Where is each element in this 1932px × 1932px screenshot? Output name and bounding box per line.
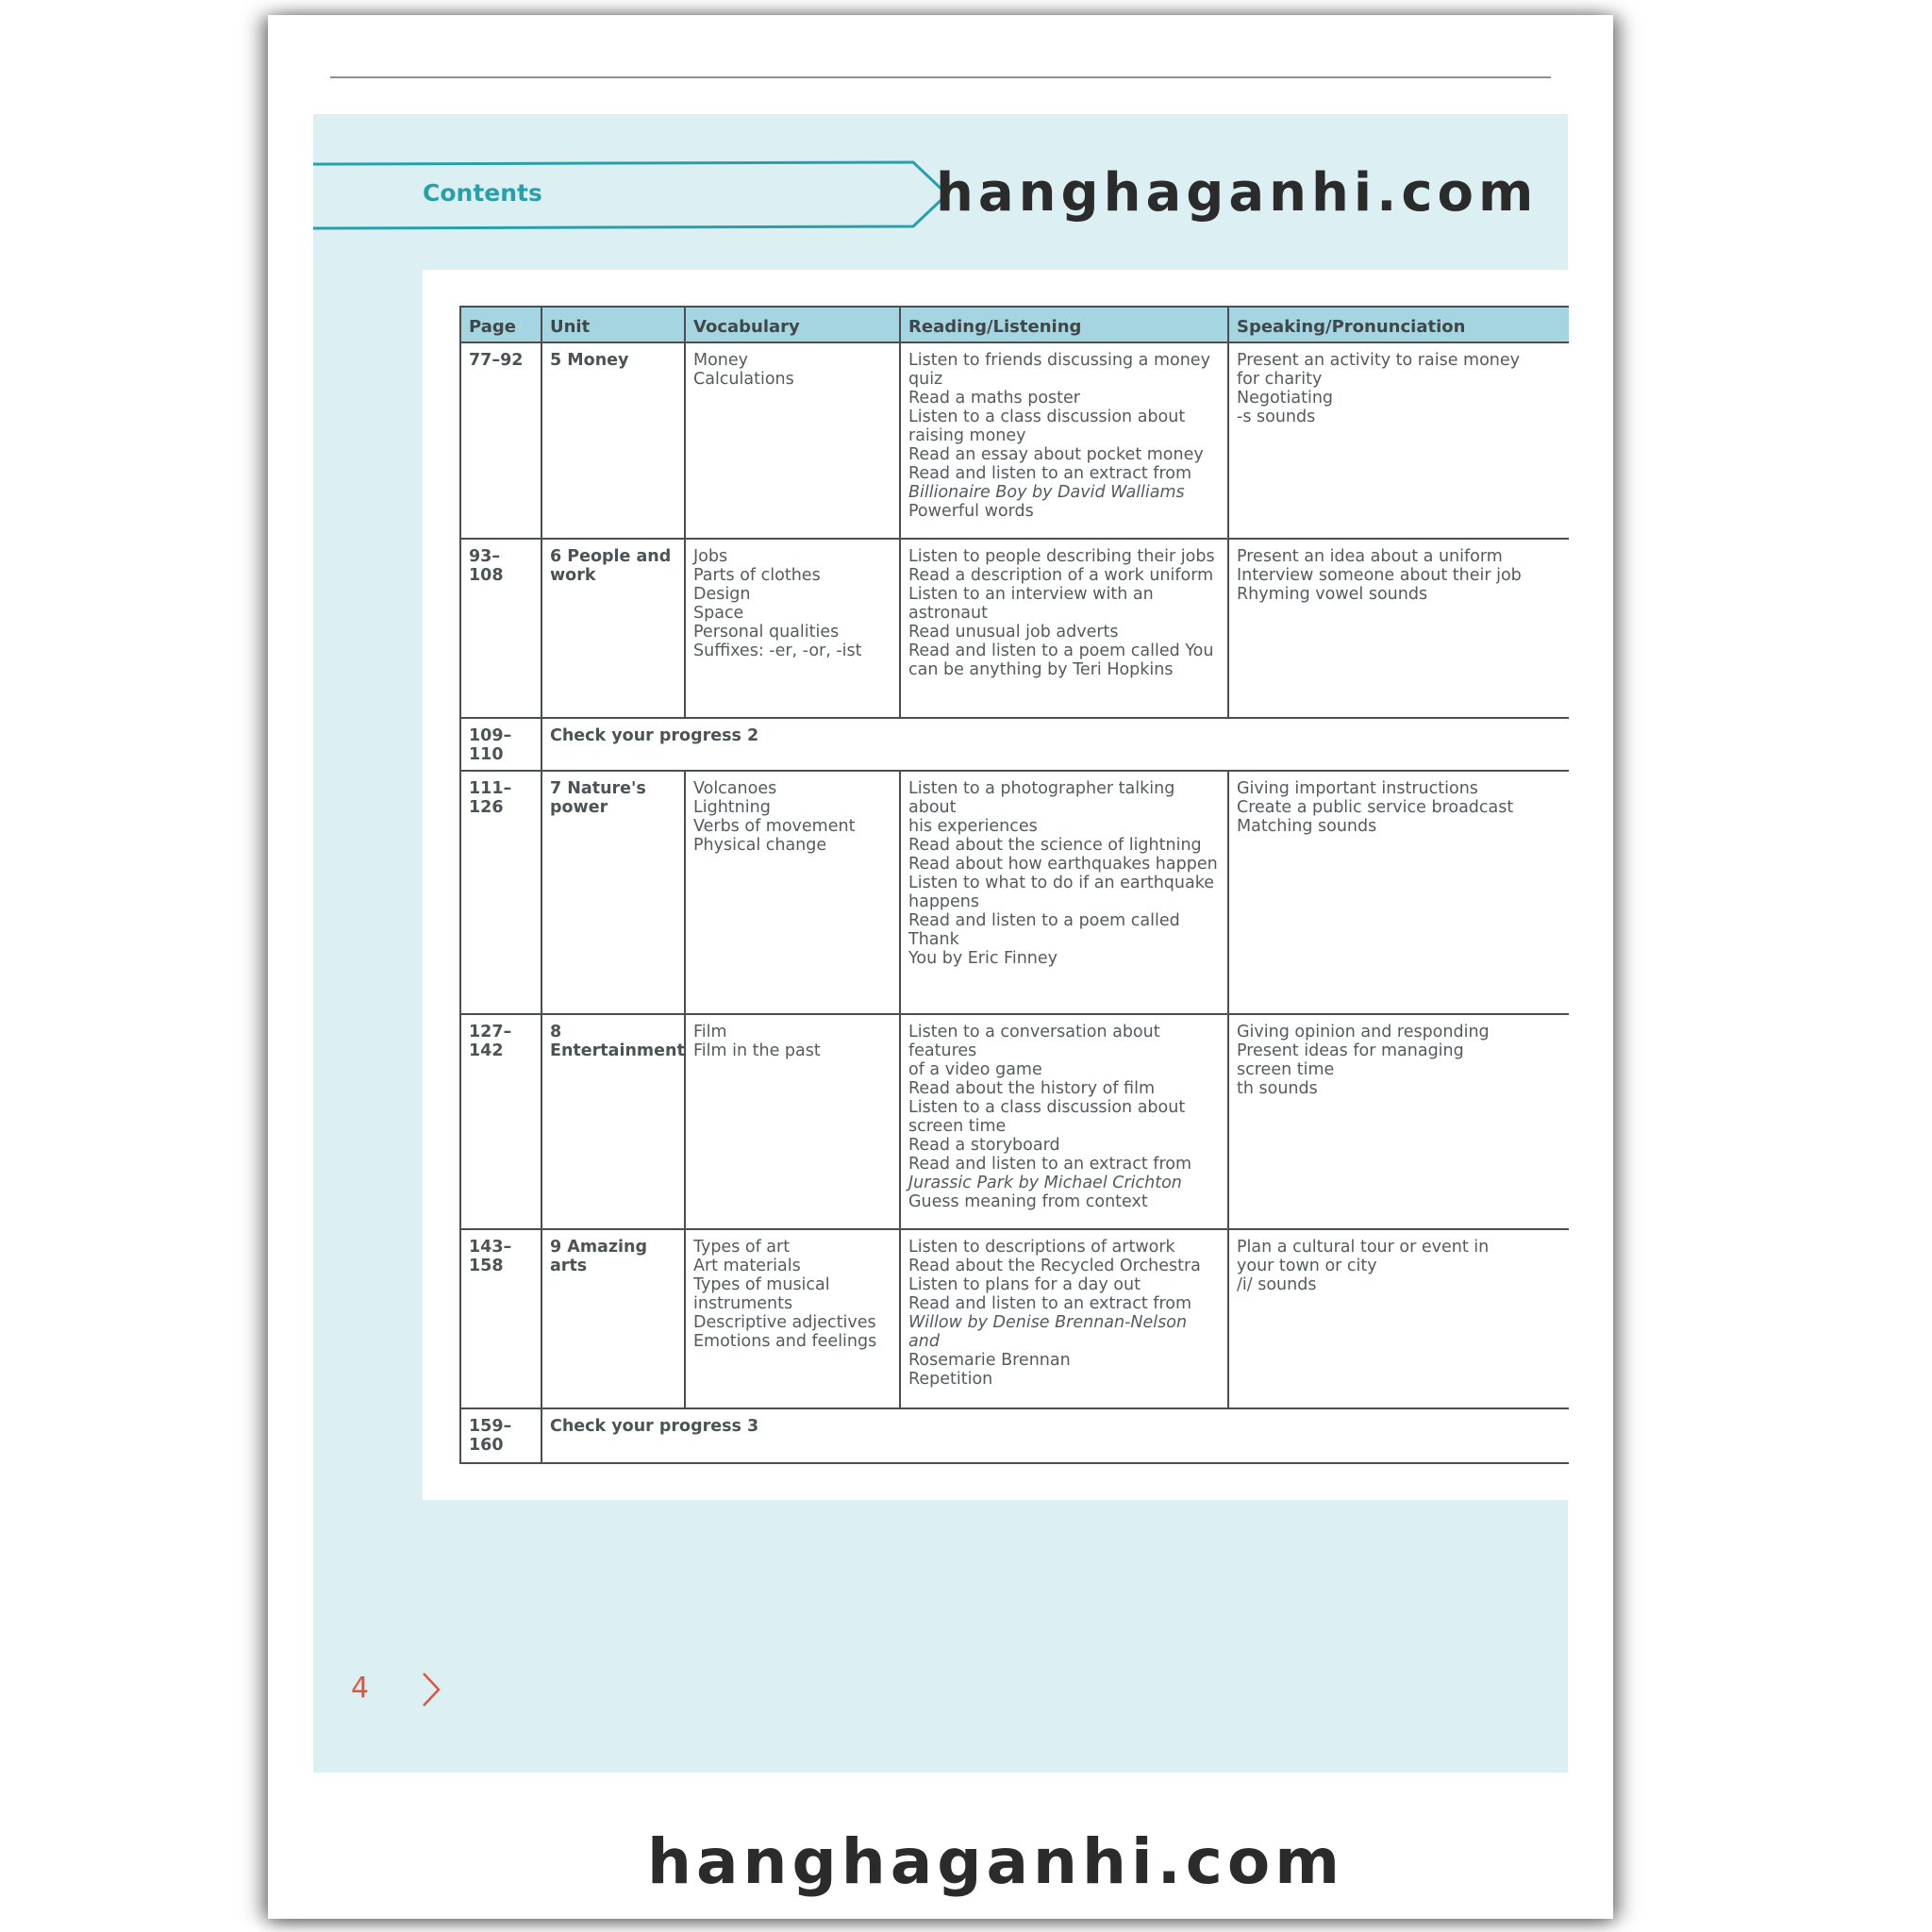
header-vocabulary: Vocabulary	[685, 307, 900, 342]
table-row	[460, 539, 1569, 718]
section-title: Contents	[423, 179, 542, 207]
reading-listening-cell	[900, 342, 1228, 539]
vocabulary-line: Parts of clothes	[693, 566, 821, 585]
table-row	[460, 1229, 1569, 1408]
speaking-pronunciation-cell	[1228, 1014, 1569, 1229]
unit-cell	[541, 1014, 685, 1229]
reading-line: Listen to descriptions of artwork	[908, 1238, 1175, 1257]
reading-line: Willow by Denise Brennan-Nelson and	[908, 1313, 1188, 1351]
page-range: 127– 142	[469, 1023, 512, 1060]
reading-line: Read an essay about pocket money	[908, 445, 1204, 464]
top-rule	[330, 76, 1551, 78]
table-row	[460, 1408, 1569, 1463]
reading-listening-cell	[900, 539, 1228, 718]
vocabulary-line: Design	[693, 585, 751, 604]
speaking-line: Interview someone about their job	[1237, 566, 1522, 585]
vocabulary-line: Money	[693, 351, 749, 370]
reading-line: Rosemarie Brennan	[908, 1351, 1071, 1370]
reading-line: Listen to a class discussion about	[908, 1098, 1186, 1117]
reading-line: Listen to plans for a day out	[908, 1275, 1141, 1294]
reading-line: Listen to a conversation about features	[908, 1023, 1160, 1060]
check-progress-label: Check your progress 2	[550, 726, 759, 745]
speaking-pronunciation-cell	[1228, 1229, 1569, 1408]
reading-line: Billionaire Boy by David Walliams	[908, 483, 1185, 502]
speaking-line: Giving important instructions	[1237, 779, 1478, 798]
page-range-cell	[460, 342, 541, 539]
reading-line: Read a description of a work uniform	[908, 566, 1214, 585]
reading-line: Read and listen to an extract from	[908, 464, 1192, 483]
reading-line: Read about the Recycled Orchestra	[908, 1257, 1201, 1275]
check-progress-cell	[541, 1408, 1569, 1463]
reading-line: his experiences	[908, 817, 1038, 836]
page-range-cell	[460, 1014, 541, 1229]
speaking-line: Plan a cultural tour or event in	[1237, 1238, 1490, 1257]
reading-line: Read unusual job adverts	[908, 623, 1119, 641]
reading-line: Read and listen to an extract from	[908, 1294, 1192, 1313]
unit-cell	[541, 342, 685, 539]
watermark-top: hanghaganhi.com	[936, 162, 1539, 224]
unit-line: power	[550, 798, 608, 817]
speaking-line: Matching sounds	[1237, 817, 1377, 836]
unit-line: Entertainment	[550, 1041, 685, 1060]
watermark-bottom: hanghaganhi.com	[647, 1825, 1344, 1898]
header-page: Page	[460, 307, 541, 342]
page-range-cell	[460, 771, 541, 1014]
vocabulary-line: Personal qualities	[693, 623, 840, 641]
unit-cell	[541, 1229, 685, 1408]
page-range: 93–108	[469, 547, 504, 585]
page-range: 109– 110	[469, 726, 512, 764]
reading-line: astronaut	[908, 604, 988, 623]
reading-line: Guess meaning from context	[908, 1192, 1148, 1211]
reading-line: Read and listen to a poem called Thank	[908, 911, 1180, 949]
page-range: 111– 126	[469, 779, 512, 817]
speaking-line: Present an idea about a uniform	[1237, 547, 1503, 566]
reading-line: can be anything by Teri Hopkins	[908, 660, 1174, 679]
vocabulary-cell	[685, 342, 900, 539]
vocabulary-line: Film in the past	[693, 1041, 821, 1060]
table-header-row	[460, 307, 1569, 342]
page-range: 143– 158	[469, 1238, 512, 1275]
reading-line: Jurassic Park by Michael Crichton	[908, 1174, 1182, 1192]
speaking-line: Negotiating	[1237, 389, 1334, 408]
reading-listening-cell	[900, 1229, 1228, 1408]
speaking-line: Create a public service broadcast	[1237, 798, 1514, 817]
table-row	[460, 771, 1569, 1014]
unit-cell	[541, 771, 685, 1014]
table-body	[460, 342, 1569, 1463]
speaking-pronunciation-cell	[1228, 771, 1569, 1014]
vocabulary-line: Physical change	[693, 836, 827, 855]
reading-line: Read a maths poster	[908, 389, 1080, 408]
reading-listening-cell	[900, 1014, 1228, 1229]
speaking-line: for charity	[1237, 370, 1323, 389]
unit-line: 6 People and	[550, 547, 672, 566]
check-progress-cell	[541, 718, 1569, 771]
reading-line: Read and listen to an extract from	[908, 1155, 1192, 1174]
speaking-line: Present an activity to raise money	[1237, 351, 1520, 370]
reading-line: quiz	[908, 370, 943, 389]
vocabulary-line: Types of musical	[693, 1275, 830, 1294]
page-range-cell	[460, 539, 541, 718]
reading-line: You by Eric Finney	[908, 949, 1058, 968]
page-range: 77–92	[469, 351, 524, 370]
reading-line: Listen to a photographer talking about	[908, 779, 1175, 817]
page-number: 4	[351, 1672, 370, 1705]
table-row	[460, 342, 1569, 539]
reading-line: of a video game	[908, 1060, 1042, 1079]
reading-listening-cell	[900, 771, 1228, 1014]
speaking-pronunciation-cell	[1228, 539, 1569, 718]
reading-line: happens	[908, 892, 980, 911]
chevron-right-icon[interactable]	[421, 1671, 441, 1713]
vocabulary-cell	[685, 1229, 900, 1408]
vocabulary-cell	[685, 539, 900, 718]
unit-line: 5 Money	[550, 351, 629, 370]
unit-cell	[541, 539, 685, 718]
reading-line: Listen to friends discussing a money	[908, 351, 1210, 370]
contents-table	[459, 306, 1569, 1464]
header-unit: Unit	[541, 307, 685, 342]
reading-line: raising money	[908, 426, 1026, 445]
speaking-pronunciation-cell	[1228, 342, 1569, 539]
speaking-line: Present ideas for managing	[1237, 1041, 1464, 1060]
vocabulary-line: Space	[693, 604, 744, 623]
page-range-cell	[460, 1229, 541, 1408]
vocabulary-line: Lightning	[693, 798, 771, 817]
speaking-line: screen time	[1237, 1060, 1335, 1079]
vocabulary-cell	[685, 771, 900, 1014]
vocabulary-line: Art materials	[693, 1257, 801, 1275]
vocabulary-line: Suffixes: -er, -or, -ist	[693, 641, 862, 660]
vocabulary-line: Volcanoes	[693, 779, 777, 798]
check-progress-label: Check your progress 3	[550, 1417, 759, 1436]
reading-line: Listen to an interview with an	[908, 585, 1154, 604]
reading-line: Listen to a class discussion about	[908, 408, 1186, 426]
vocabulary-line: Film	[693, 1023, 727, 1041]
unit-line: work	[550, 566, 596, 585]
vocabulary-line: Types of art	[693, 1238, 791, 1257]
page-range-cell	[460, 1408, 541, 1463]
page-range: 159– 160	[469, 1417, 512, 1455]
page-range-cell	[460, 718, 541, 771]
speaking-line: Giving opinion and responding	[1237, 1023, 1490, 1041]
table-row	[460, 718, 1569, 771]
table-row	[460, 1014, 1569, 1229]
reading-line: Read about the history of film	[908, 1079, 1155, 1098]
header-reading-listening: Reading/Listening	[900, 307, 1228, 342]
speaking-line: your town or city	[1237, 1257, 1377, 1275]
speaking-line: -s sounds	[1237, 408, 1316, 426]
header-speaking-pronunciation: Speaking/Pronunciation	[1228, 307, 1569, 342]
speaking-line: Rhyming vowel sounds	[1237, 585, 1428, 604]
reading-line: Repetition	[908, 1370, 993, 1389]
unit-line: 8	[550, 1023, 562, 1041]
reading-line: Read and listen to a poem called You	[908, 641, 1214, 660]
contents-banner	[313, 158, 955, 230]
unit-line: 7 Nature's	[550, 779, 646, 798]
reading-line: screen time	[908, 1117, 1007, 1136]
reading-line: Listen to what to do if an earthquake	[908, 874, 1215, 892]
speaking-line: th sounds	[1237, 1079, 1318, 1098]
vocabulary-line: Descriptive adjectives	[693, 1313, 876, 1332]
reading-line: Read a storyboard	[908, 1136, 1060, 1155]
vocabulary-line: Jobs	[693, 547, 728, 566]
reading-line: Read about the science of lightning	[908, 836, 1202, 855]
vocabulary-line: Emotions and feelings	[693, 1332, 877, 1351]
speaking-line: /i/ sounds	[1237, 1275, 1317, 1294]
reading-line: Read about how earthquakes happen	[908, 855, 1218, 874]
vocabulary-line: Verbs of movement	[693, 817, 856, 836]
vocabulary-cell	[685, 1014, 900, 1229]
reading-line: Listen to people describing their jobs	[908, 547, 1215, 566]
reading-line: Powerful words	[908, 502, 1034, 521]
vocabulary-line: Calculations	[693, 370, 794, 389]
unit-line: 9 Amazing arts	[550, 1238, 648, 1275]
vocabulary-line: instruments	[693, 1294, 793, 1313]
